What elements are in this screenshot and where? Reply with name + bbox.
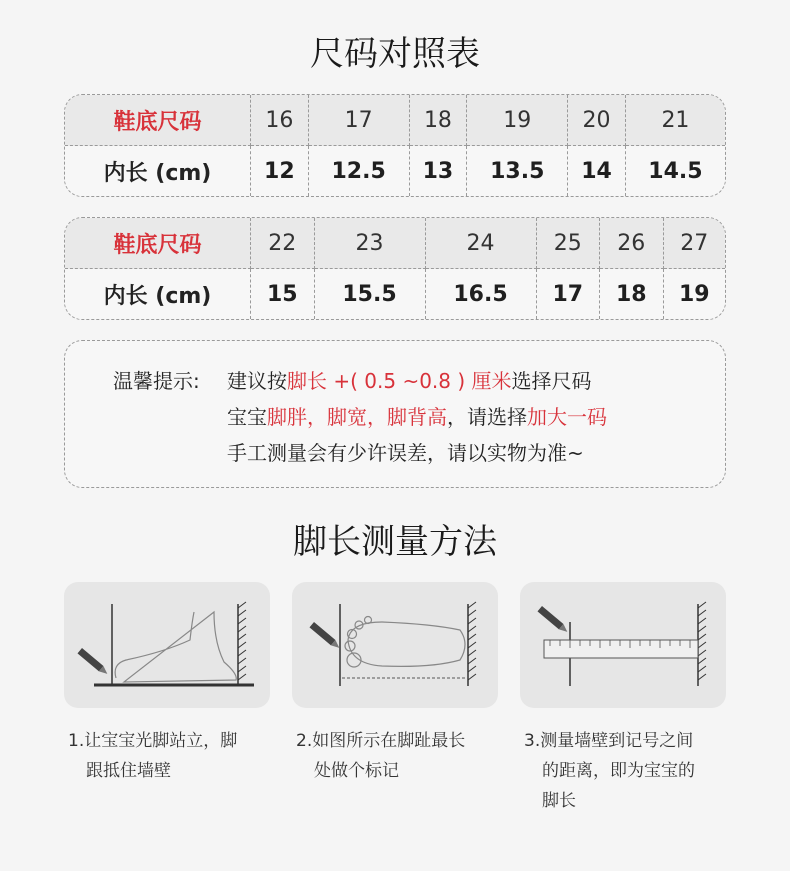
size-cell: 21: [626, 95, 725, 146]
step-3-illustration: [520, 582, 726, 708]
step-line: 的距离，即为宝宝的: [542, 761, 695, 781]
tip-highlight: 脚胖，脚宽，脚背高: [267, 405, 447, 429]
tip-text: 选择尺码: [511, 369, 592, 393]
size-cell: 19: [467, 95, 568, 146]
size-cell: 22: [251, 218, 315, 269]
length-cell: 17: [537, 269, 601, 319]
length-cell: 19: [664, 269, 726, 319]
sole-size-label: 鞋底尺码: [65, 95, 251, 146]
tip-highlight: 脚长 +( 0.5 ~0.8 ) 厘米: [287, 369, 512, 393]
length-cell: 15: [251, 269, 315, 319]
step-1-illustration: [64, 582, 270, 708]
step-line: 脚长: [542, 791, 576, 811]
size-table-1: [64, 94, 726, 197]
length-cell: 12.5: [309, 146, 410, 196]
length-cell: 15.5: [315, 269, 426, 319]
inner-length-label: 内长 (cm): [65, 146, 251, 196]
size-cell: 16: [251, 95, 309, 146]
tip-label: 温馨提示:: [113, 369, 200, 393]
size-cell: 20: [568, 95, 626, 146]
length-cell: 16.5: [426, 269, 537, 319]
size-cell: 26: [600, 218, 664, 269]
tip-line-2: [227, 401, 607, 430]
size-cell: 24: [426, 218, 537, 269]
foot-top-icon: [292, 582, 498, 708]
step-2-text: [296, 726, 465, 786]
page-title: 尺码对照表: [310, 34, 480, 74]
size-table-2: [64, 217, 726, 320]
tip-text: ，请选择: [447, 405, 527, 429]
size-cell: 27: [664, 218, 726, 269]
size-cell: 25: [537, 218, 601, 269]
method-title: 脚长测量方法: [293, 522, 497, 562]
tip-text: 宝宝: [227, 405, 267, 429]
length-cell: 12: [251, 146, 309, 196]
length-cell: 18: [600, 269, 664, 319]
step-line: 处做个标记: [314, 761, 399, 781]
ruler-icon: [520, 582, 726, 708]
length-cell: 14.5: [626, 146, 725, 196]
length-cell: 13: [410, 146, 468, 196]
step-line: 1.让宝宝光脚站立，脚: [68, 731, 238, 751]
tip-highlight: 加大一码: [527, 405, 607, 429]
tip-line-3: 手工测量会有少许误差，请以实物为准~: [227, 441, 584, 465]
tip-line-1: [227, 365, 592, 394]
sole-size-label: 鞋底尺码: [65, 218, 251, 269]
tip-text: 建议按: [227, 369, 287, 393]
size-cell: 18: [410, 95, 468, 146]
tips-box: [64, 340, 726, 488]
step-line: 3.测量墙壁到记号之间: [524, 731, 694, 751]
size-cell: 23: [315, 218, 426, 269]
step-3-text: [524, 726, 695, 816]
foot-side-icon: [64, 582, 270, 708]
length-cell: 13.5: [467, 146, 568, 196]
step-1-text: [68, 726, 237, 786]
inner-length-label: 内长 (cm): [65, 269, 251, 319]
step-line: 2.如图所示在脚趾最长: [296, 731, 466, 751]
size-cell: 17: [309, 95, 410, 146]
step-line: 跟抵住墙壁: [86, 761, 171, 781]
length-cell: 14: [568, 146, 626, 196]
step-2-illustration: [292, 582, 498, 708]
